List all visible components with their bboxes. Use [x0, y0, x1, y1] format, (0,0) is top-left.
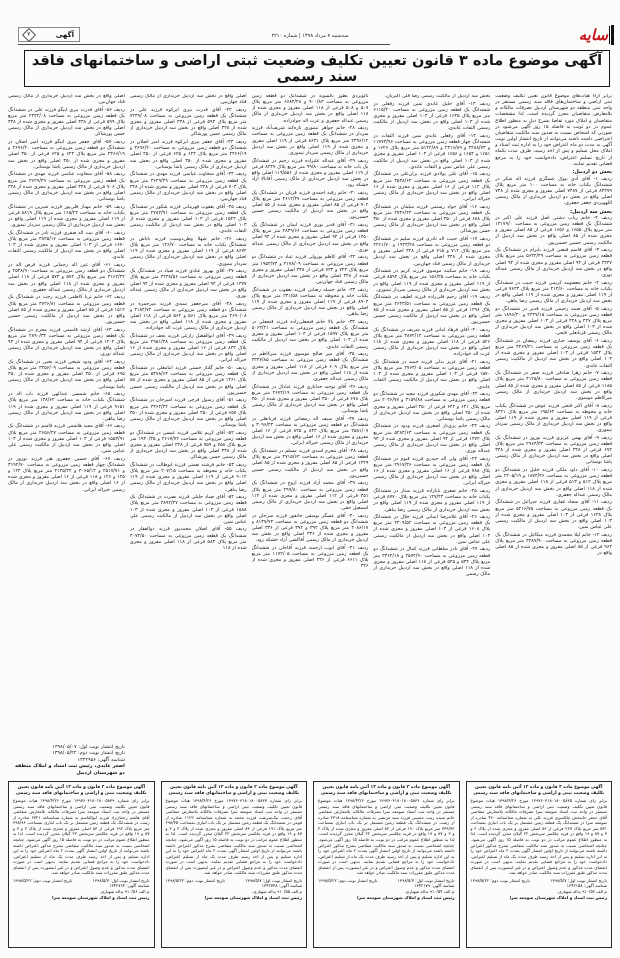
notice-row: ردیف ۹- آقای بهمن عزیزی فرزند نوروز در ششدانگ یک قطعه زمین مزروعی به مساحت ۲۹۶۴/۳۳ متر مربع پلاک ۶۷۲ فرعی از ۳۴۸ اصلی مفروز و مجزی شده از ۳۴۸ اصلی واقع در بخش سه اردبیل خریداری از مالک رسمی پاشا بوستانی. [495, 435, 612, 466]
notice-row: ردیف ۴۸- آقای میرجعفر سیدی فرزند میرحمزه در ششدانگ دو قطعه زمین مزروعی به مساحت ۳۱۸۴/۷۲ و ۲۶۹۰/۰۸ متر مربع پلاک ۵۶۱ و ۵۶۲ فرعی از ۱۱۸ اصلی مفروز و مجزی شده از ۱۱۸ اصلی واقع در بخش سه اردبیل خریداری از مالک رسمی عزت اله جوادزاده. [129, 301, 247, 332]
notice-row: ردیف ۴۴- آقای سخاوت عباسی فرزند مهدی در ششدانگ یک قطعه زمین مزروعی به مساحت ۳۶۲۹/۴۹ متر مربع پلاک ۷۰۳ فرعی از ۳۴۸ اصلی مفروز و مجزی شده از ۳۴۸ اصلی واقع در بخش سه اردبیل خریداری از مالک رسمی قناد جهان‌بین. [129, 172, 247, 202]
notice-row: ردیف ۵۸- آقای سخاوت عباسی فرزند مهدی در ششدانگ یک قطعه زمین مزروعی به مساحت ۳۶۲۹/۴۹ متر مربع پلاک ۷۰۶ فرعی از ۳۴۸ اصلی مفروز و مجزی شده از ۳۴۸ اصلی واقع در بخش سه اردبیل خریداری از مالک رسمی پاشا بوستانی. [8, 172, 125, 202]
column-flow [8, 94, 125, 743]
bottom-notice-boxes [8, 781, 612, 948]
notice-row: ردیف ۴۱- آقای ایوب ارجمند فرزند آقاجان در ششدانگ یک قطعه زمین مزروعی به مساحت ۱۱۷۲/۰۵ متر مربع پلاک ۶۶۱۱ فرعی از ۳۳۶ اصلی مفروز و مجزی شده از ۳۳۶ [251, 545, 369, 570]
notice-row: اصلی واقع در بخش سه اردبیل خریداری از مالک رسمی قناد جهان‌بین. [129, 94, 247, 106]
page-number: ۷ [27, 30, 31, 38]
notice-row: ردیف ۵۳- خانم فرشته نعمتی فرزند ابوطالب در ششدانگ یکباب خانه و محوطه به مساحت ۲۰۷/۱۵ متر مربع پلاک ۹۰۱۴ فرعی از ۱۱۹ اصلی مفروز و مجزی شده از ۱۱۹ اصلی واقع در بخش سه اردبیل خریداری از مالک رسمی رضا پناهی. [129, 462, 247, 493]
notice-row: ردیف ۲۶- آقای غلامرضا ایمانی فرزند جلال در ششدانگ یک قطعه زمین مزروعی به مساحت ۴۴۰۹/۵۲ متر مربع پلاک ۱۶۰۸ فرعی از ۱۰۳ اصلی مفروز و مجزی شده از ۱۰۳ اصلی واقع در بخش سه اردبیل از مالکیت رسمی علی عباس نمین. [373, 515, 491, 545]
ad-id: شناسه آگهی: ۱۳۴۲۷۶۴ [109, 883, 150, 889]
notice-box-body: برابر رای شماره ۱۳۹۷۶۰۳۱۸۰۱۸۰۰۵۸۳۵ مورخ ۱۳۹۸/۴/۲۶ هیات موضوع قانون تعیین تکلیف وضعیت ثبتی اراضی و ساختمانهای فاقد سند رسمی مستقر در واحد ثبت اسناد صومعه سرا تصرفات مالکانه بلامعارض متقاضی آقای جعفر جانبخش چلکسری فرزند علی به شماره شناسنامه ۴۶۰ صادره از صومعه سرا در ششدانگ یک قطعه زمین مشتمل بر یک باب انباری بمساحت ۵۳۱ متر مربع پلاک ۲۶۷ فرعی از ۸۳ اصلی مفروز و مجزی شده از پلاک ۲ و ۳ و ۸۷ و ۱۹ واقع در قریه چلکسر سربخش ۲۲ گیلان محرز گردیده است. لذا به منظور اطلاع عموم مراتب در دو نوبت به فاصله ۱۵ روز آگهی می‌شود. چنانچه اشخاصی نسبت به صدور سند مالکیت متقاضی بشرح مذکور اعتراض داشته باشند می‌توانند از تاریخ اولین انتشار آگهی بمدت ۲ ماه اعتراض خود را به این اداره تسلیم و پس از اخذ رسید ظرف مدت یک ماه از تسلیم اعتراض، دادخواست خود را به مراجع قضایی تقدیم نمایند. بدیهی است در صورت انقضای مدت مذکور و عدم وصول اعتراض و در غیر اینصورت پس از انقضای مدت مذکور طبق مقررات سند مالکیت صادر خواهد شد. [470, 798, 607, 876]
second-publication-date: تاریخ انتشار نوبت دوم: ۱۳۹۸/۵/۲۲ [165, 877, 225, 883]
section-heading: بخش سه اردبیل: [570, 208, 612, 215]
notice-row: ردیف ۳۲- آقای کاظم پورولی فرزند عباد در ششدانگ دو قطعه زمین مزروعی به مساحت ۴۱۷۸/۰۹ و ۱۹۵۳/۷۴ متر مربع پلاک ۷۳۲ و ۷۳۳ فرعی از ۳۴۸ اصلی مفروز و مجزی شده از ۳۴۸ اصلی واقع در بخش سه اردبیل خریداری از مالک رسمی قناد جهان‌بین. [251, 255, 369, 286]
notice-row: ردیف ۳- آقای قاسم فیضی فرزند بایرام در ششدانگ یک قطعه زمین مزروعی به مساحت ۵۶۳۲/۴۹ متر مربع پلاک ۲۳۴۷ فرعی از ۹۴ اصلی مفروز و مجزی شده از ۹۴ اصلی واقع در بخش سه اردبیل خریداری از مالک رسمی عبداله نوری. [495, 248, 612, 278]
notice-row: ردیف ۴۳- آقای جعفر بیری ایرکوه فرزند امیر اصلان در ششدانگ دو قطعه زمین مزروعی به مساحت ۳۶۹۶/۲۰ و ۲۴۶۶/۱۹ متر مربع پلاک ۶۲۴ و ۶۲۵ فرعی از ۳۵۰ اصلی مفروز و مجزی شده از ۳۵۰ اصلی واقع در بخش سه اردبیل خریداری از مالک رسمی پاشا بوستانی. [129, 140, 247, 170]
malf-line: م الف ۹۱۰/۵۵ یداله شهبازی. [251, 889, 302, 895]
column-flow [495, 94, 612, 776]
malf-line: م الف ۹۱۰/۵۲ یداله شهبازی. [556, 889, 607, 895]
notice-row: بخش سه اردبیل از مالکیت رسمی رضا قلی اکبریان. [384, 94, 491, 99]
notice-row: ردیف ۲۹- آقای عبداله علیزاده فرزند رحیم در ششدانگ یک باب خانه به مساحت ۹۹/۸۰ متر مربع پلاک ۸۲۳۷ فرعی از ۱۱۹ اصلی مفروز و مجزی شده از ۱۱۹/۵۵۶ اصلی واقع در بخش سه اردبیل خریداری از مالک رسمی آقابالا آزاد خشکه رود. [251, 158, 369, 189]
notice-row: ردیف ۱۳- آقای جلیل عابدی نمین فرزند رفعلی در ششدانگ یک قطعه زمین مزروعی به مساحت ۶۱۱۵/۴۰ متر مربع پلاک ۱۶۴۵ فرعی از ۱۰۳ اصلی مفروز و مجزی شده از ۱۰۳ اصلی واقع در بخش سه اردبیل از مالکیت رسمی التفات عابدی. [373, 101, 491, 132]
notice-row: ردیف ۴۰- آقای عسگر یوسفی جانقور فرزند سرخان در ششدانگ دو قطعه زمین مزروعی به مساحت ۸۱۳۷/۷۴ و ۲۰۸۶/۱۷ متر مربع پلاک ۳۹۲ و ۳۹۴ فرعی از ۳۳۶ اصلی مفروز و مجزی شده از ۳۳۶ اصلی واقع در بخش سه اردبیل خریداری از مالک رسمی آقاکشی آزاد خشکه رود. [251, 513, 369, 544]
notice-box-body: برابر رای شماره ۱۳۹۷۶۰۳۱۸۰۱۸۰۰۵۸۳۷ مورخ ۱۳۹۸/۴/۲۶ هیات موضوع قانون تعیین تکلیف وضعیت ثبتی اراضی و ساختمانهای فاقد سند رسمی مستقر در واحد ثبت اسناد صومعه سرا تصرفات مالکانه بلامعارض متقاضی آقای رحمت نیک‌سرشت فرزند محمد به شماره شناسنامه ۱۱۲۳ صادره از فومن در ششدانگ یک قطعه زمین مشتمل بر یک باب انباری بمساحت ۲۹۸/۴۵ متر مربع پلاک ۱۹۱ فرعی از ۸۳ اصلی مفروز و مجزی شده از پلاک ۲ و ۳ و ۸۷ و ۱۹ واقع در قریه چلکسر سربخش ۲۲ گیلان محرز گردیده است. لذا به منظور اطلاع عموم مراتب در دو نوبت به فاصله ۱۵ روز آگهی می‌شود. چنانچه اشخاصی نسبت به صدور سند مالکیت متقاضی بشرح مذکور اعتراض داشته باشند می‌توانند از تاریخ اولین انتشار آگهی بمدت ۲ ماه اعتراض خود را به این اداره تسلیم و پس از اخذ رسید ظرف مدت یک ماه از تسلیم اعتراض، دادخواست خود را به مراجع قضایی تقدیم نمایند. بدیهی است در صورت انقضای مدت مذکور و عدم وصول اعتراض و در غیر اینصورت پس از انقضای مدت مذکور طبق مقررات سند مالکیت صادر خواهد شد. [165, 798, 302, 876]
notice-row: اصلی واقع در بخش سه اردبیل خریداری از مالک رسمی قناد جهان‌بین. [8, 94, 125, 106]
notice-row: ردیف ۱۶- آقای جواد رستمی فرزند سلمان در ششدانگ یک قطعه زمین مزروعی به مساحت ۲۷۳۶/۴۴ متر مربع پلاک ۶۸۸ فرعی از ۳۵۰ اصلی مفروز و مجزی شده از ۳۵۰ اصلی واقع در بخش سه اردبیل خریداری از مالک رسمی حسن پورشاکر. [373, 204, 491, 235]
notice-row: ردیف ۶۳- آقای ارشد قاسمی فرزند محرم در ششدانگ یک قطعه زمین مزروعی به مساحت ۲۸۹۰/۳۳ متر مربع پلاک ۱۴۰۲ فرعی از ۹۴ اصلی مفروز و مجزی شده از ۹۴ اصلی واقع در بخش سه اردبیل خریداری از مالک رسمی عبداله نوری. [8, 327, 125, 358]
notice-row: ردیف ۶۲- خانم ثریا کاظمی فرزند رجب در ششدانگ یک قطعه زمین مزروعی به مساحت ۴۷۲۶/۸۱ متر مربع پلاک ۱۵۱۲ فرعی از ۸۵ اصلی مفروز و مجزی شده از ۸۵ اصلی واقع در بخش سه اردبیل از مالکیت رسمی حسین حسین‌پور. [8, 295, 125, 325]
notice-row: ردیف ۴۷- آقای بهروز عبادی فرزند صیاد در ششدانگ یک قطعه زمین مزروعی به مساحت ۴۲۳۸/۵۶ متر مربع پلاک ۱۳۷۷ فرعی از ۹۴ اصلی مفروز و مجزی شده از ۹۴ اصلی واقع در بخش سه اردبیل خریداری از مالک رسمی عبداله نوری. [129, 269, 247, 299]
malf-line: م الف ۹۱۰/۵۶ یداله شهبازی. [99, 889, 150, 895]
notice-row: ردیف ۳۳- خانم جمیله رضایی فرزند یعقوب در ششدانگ یکباب خانه و محوطه به مساحت ۲۳۱/۵۸ متر مربع پلاک ۸۹۰۳ فرعی از ۱۱۹ اصلی مفروز و مجزی شده از ۱۱۹ اصلی واقع در بخش سه اردبیل خریداری از مالک رسمی رضا پناهی. [251, 287, 369, 318]
notice-box-footer [13, 878, 150, 900]
notice-box-footer [166, 878, 303, 900]
notice-row: ردیف ۱۵- آقای علی پولادی فرزند بران‌علی در ششدانگ یک قطعه زمین مزروعی به مساحت ۳۵۴۸/۶۲ متر مربع پلاک ۱۱۲ فرعی از ۱۶ اصلی مفروز و مجزی شده از ۱۶ اصلی واقع در بخش سه اردبیل خریداری از مالک رسمی خیراله ایرانی. [373, 172, 491, 202]
notice-row: ردیف ۱۰- آقای داود ملکی فرزند خلیل در ششدانگ دو قطعه زمین مزروعی به مساحت ۱۸۷۴/۲۶ و ۲۲۰۵/۱۹ متر مربع پلاک ۵۱۲ و ۵۱۳ فرعی از ۱۱۸ اصلی مفروز و مجزی شده از ۱۱۸ اصلی واقع در بخش سه اردبیل خریداری از مالک رسمی عبداله جعفری. [495, 468, 612, 498]
notice-row: ردیف ۲۷- آقای نادر سلطانی فرزند کمال در ششدانگ دو قطعه زمین مزروعی به مساحت ۲۵۷۴/۹۰ و ۳۳۶۲/۱۸ متر مربع پلاک ۵۴۴ و ۵۴۵ فرعی از ۱۱۸ اصلی مفروز و مجزی شده از ۱۱۸ اصلی واقع در بخش سه اردبیل خریداری از مالک رسمی [373, 547, 491, 578]
notice-box-2 [313, 781, 460, 948]
notice-box-body: برابر رای شماره ۱۳۹۷۶۰۳۱۸۰۱۸۰۰۵۸۳۶ مورخ ۱۳۹۸/۴/۲۶ هیات موضوع قانون تعیین تکلیف وضعیت ثبتی اراضی و ساختمانهای فاقد سند رسمی مستقر در واحد ثبت اسناد صومعه سرا تصرفات مالکانه بلامعارض متقاضی خانم سیده زینب حسینی فرزند سید مرتضی به شماره شناسنامه ۲۳۱۸ صادره از رشت در ششدانگ یک قطعه زمین مشتمل بر یک باب انباری بمساحت ۳۳۹/۷۲ متر مربع پلاک ۱۹۰ فرعی از ۸۳ اصلی مفروز و مجزی شده از پلاک ۲ و ۳ و ۸۷ و ۱۹ واقع در قریه چلکسر سربخش ۲۲ گیلان محرز گردیده است. لذا به منظور اطلاع عموم مراتب در دو نوبت به فاصله ۱۵ روز آگهی می‌شود. چنانچه اشخاصی نسبت به صدور سند مالکیت متقاضی بشرح مذکور اعتراض داشته باشند می‌توانند از تاریخ اولین انتشار آگهی بمدت ۲ ماه اعتراض خود را به این اداره تسلیم و پس از اخذ رسید ظرف مدت یک ماه از تسلیم اعتراض، دادخواست خود را به مراجع قضایی تقدیم نمایند. بدیهی است در صورت انقضای مدت مذکور و عدم وصول اعتراض و در غیر اینصورت پس از انقضای مدت مذکور طبق مقررات سند مالکیت صادر خواهد شد. [318, 798, 455, 876]
notice-row: ردیف ۴۶- خانم شهلا وطن‌دوست فرزند باباش در ششدانگ یکباب خانه به مساحت ۱۴۶/۷۰ متر مربع پلاک ۸۶۷۲ فرعی از ۱۱۹ اصلی مفروز و مجزی شده از ۱۱۹ اصلی واقع در بخش سه اردبیل خریداری از مالک رسمی سردار تیموری. [129, 236, 247, 267]
ad-id: شناسه آگهی: ۱۳۴۲۱۷۹ [414, 883, 455, 889]
notice-row: ردیف ۳۹- آقای محمد آزاد فرزند اروج در ششدانگ یک قطعه زمین مزروعی به مساحت ۲۹۹/۸۰ متر مربع پلاک ۳۵۱ فرعی از ۱۱۲ اصلی مفروز و مجزی شده از ۱۱۲ اصلی واقع در بخش سه اردبیل خریداری از مالک رسمی اسمعیل حقی. [251, 481, 369, 511]
notice-box-body: برابر رای شماره ۱۳۹۷۶۰۳۱۸۰۱۸۰۰۵۸۳۹ مورخ ۱۳۹۸/۴/۲۶ هیات موضوع قانون تعیین تکلیف وضعیت ثبتی اراضی و ساختمانهای فاقد سند رسمی مستقر در واحد ثبت اسناد صومعه سرا تصرفات مالکانه بلامعارض متقاضی آقای هاشم رحمان‌زاد فرزند ابوالقاسم به شماره شناسنامه ۶۷۲۱ صادره از رشت در ششدانگ یک قطعه زمین مشتمل بر یک باب انباری بمساحت ۳۹۸/۹۶ متر مربع پلاک ۱۹۲ فرعی از ۸۳ اصلی مفروز و مجزی شده از پلاک ۲ و ۳ و ۸۷ و ۱۹ واقع در قریه چلکسر سربخش ۲۲ گیلان محرز گردیده است. لذا به منظور اطلاع عموم مراتب در دو نوبت به فاصله ۱۵ روز آگهی می‌شود. چنانچه اشخاصی نسبت به صدور سند مالکیت متقاضی بشرح مذکور اعتراض داشته باشند می‌توانند از تاریخ اولین انتشار آگهی بمدت ۲ ماه اعتراض خود را به این اداره تسلیم و پس از اخذ رسید ظرف مدت یک ماه از تسلیم اعتراض، دادخواست خود را به مراجع قضایی تقدیم نمایند. بدیهی است در صورت انقضای مدت مذکور و عدم وصول اعتراض و در غیر اینصورت پس از انقضای مدت مذکور طبق مقررات سند مالکیت صادر خواهد شد. [13, 798, 150, 876]
notice-row: ردیف ۴۲- آقای قدرت بیری ایرکوه فرزند علی در ششدانگ یک قطعه زمین مزروعی به مساحت ۷۴۴۹/۰۸ متر مربع پلاک ۵۹۴ فرعی از ۳۴۸ اصلی مفروز و مجزی شده از ۳۴۸ اصلی واقع در بخش سه اردبیل خریداری از مالک رسمی حسن پورشاکر. [129, 107, 247, 138]
text-column-1 [495, 94, 612, 776]
text-column-2 [373, 94, 490, 776]
notice-box-title: آگهی موضوع ماده ۳ قانون و ماده ۱۳ آئین نامه قانون تعیین تکلیف وضعیت ثبتی و اراضی و ساختمانهای فاقد سند رسمی [15, 785, 147, 796]
notice-row: ردیف ۶۶- آقای مجید هاشمی فرزند قاسم در ششدانگ یک قطعه زمین مزروعی به مساحت ۲۶۵۶/۲۷ متر مربع پلاک ۱۵۵۳/۹۱ فرعی از ۱۰۳ اصلی مفروز و مجزی شده از ۱۰۳ اصلی واقع در بخش سه اردبیل از مالکیت رسمی علی عباس نمین. [8, 424, 125, 455]
registrar-signature: رئیس ثبت اسناد و املاک شهرستان صومعه سرا [52, 894, 150, 900]
notice-box-4 [8, 781, 155, 948]
notice-box-footer [318, 878, 455, 900]
second-publication-date: تاریخ انتشار نوبت دوم: ۱۳۹۸/۵/۲۲ [13, 877, 73, 883]
notice-row: ردیف ۶۱- آقای عین اله رحمانی فرزند فرض اله در ششدانگ دو قطعه زمین مزروعی به مساحت ۲۵۳۸/۹۰ و ۳۱۶۲/۴۴ متر مربع پلاک ۵۷۲ و ۵۷۳ فرعی از ۱۱۸ اصلی مفروز و مجزی شده از ۱۱۸ اصلی واقع در بخش سه اردبیل خریداری از مالک رسمی عبداله جعفری. [8, 263, 125, 293]
second-publication-date: تاریخ انتشار نوبت دوم: ۱۳۹۸/۵/۲۲ [318, 877, 378, 883]
signature-line: تاریخ انتشار نوبت دوم: ۱۳۹۸/۰۵/۲۲ [52, 750, 125, 757]
notice-row: ردیف ۲۳- خانم پری‌ناز اصغری فرزند ودود در ششدانگ یک قطعه زمین مزروعی به مساحت ۵۲۸۴/۶۳ متر مربع پلاک ۱۴۷۲ فرعی از ۹۴ اصلی مفروز و مجزی شده از ۹۴ اصلی واقع در بخش سه اردبیل خریداری از مالک رسمی عبداله نوری. [373, 424, 491, 455]
signature-line: تاریخ انتشار نوبت اول: ۱۳۹۸/۰۵/۰۷ [52, 743, 125, 750]
dateline: سه‌شنبه ۷ مرداد ۱۳۹۸ | شماره ۲۲۱۰ [271, 33, 349, 39]
notice-row: ردیف ۱۲- خانم لیلا محمدی فرزند میکائیل در ششدانگ یک قطعه زمین مزروعی به مساحت ۳۴۸۷/۹۰ متر مربع پلاک ۹۶۴ فرعی از ۸۵ اصلی مفروز و مجزی شده از ۸۵ اصلی واقع در [495, 532, 612, 557]
page-title: آگهی موضوع ماده ۳ قانون تعیین تکلیف وضعیت ثبتی اراضی و ساختمانهای فاقد سند رسمی [31, 52, 603, 85]
notice-row: ردیف ۲۰- آقای فرهاد امانی فرزند شریف در ششدانگ یک قطعه زمین مزروعی به مساحت ۳۸۷۲/۱۴ متر مربع پلاک ۵۲۶ فرعی از ۱۱۸ اصلی مفروز و مجزی شده از ۱۱۸ اصلی واقع در بخش سه اردبیل خریداری از مالک رسمی عزت اله جوادزاده. [373, 327, 491, 358]
notice-row: ردیف ۳۰- خانم رقیه احمدی فرزند قربان در ششدانگ یک قطعه زمین مزروعی به مساحت ۳۶۱۲/۴۷ متر مربع پلاک ۹۰۲ فرعی از ۸۵ اصلی مفروز و مجزی شده از ۸۵ اصلی واقع در بخش سه اردبیل از مالکیت رسمی حسین حسین‌پور. [251, 190, 369, 221]
section-heading: بخش دو اردبیل: [572, 169, 612, 176]
notice-row: ردیف ۴۹- آقای ابوالفضل زارعی فرزند نجف در ششدانگ یک قطعه زمین مزروعی به مساحت ۲۹۵۱/۳۸ متر مربع پلاک ۸۴۲ فرعی از ۱۶ اصلی مفروز و مجزی شده از ۱۶ اصلی واقع در بخش سه اردبیل خریداری از مالک رسمی خیراله ایرانی. [129, 333, 247, 364]
notice-row: برابر آراء هیات‌های موضوع قانون تعیین تکلیف وضعیت ثبتی اراضی و ساختمان‌های فاقد سند رسمی مستقر در واحد ثبتی منطقه دو شهرستان اردبیل تصرفات مالکانه و بلامعارض متقاضیان محرز گردیده است. لذا مشخصات متقاضیان و املاک مورد تقاضا بشرح ذیل به منظور اطلاع عموم در دو نوبت به فاصله ۱۵ روز آگهی می‌شود در صورتی که اشخاص نسبت به صدور سند مالکیت متقاضیان اعتراضی داشته باشند می‌توانند از تاریخ انتشار اولین نوبت آگهی به مدت دو ماه اعتراض خود را به اداره ثبت اسناد و املاک محل تسلیم و پس از اخذ رسید، ظرف مدت یکماه از تاریخ تسلیم اعتراض، دادخواست خود را به مرجع قضایی تقدیم نمایند. [495, 94, 612, 167]
notice-row: ردیف ۲- خانم رباب دشتی اصل فرزند علی اکبر در ششدانگ یک قطعه زمین مزروعی به مساحت ۱۳۱۷۹/۰ متر مربع پلاک ۱۶۵۵ و ۱۶۵۶ فرعی از ۸۵ اصلی مفروز و مجزی شده از ۸۵ اصلی واقع در بخش سه اردبیل از مالکیت رسمی حسین حسین‌پور. [495, 215, 612, 246]
notice-row: ردیف ۴۵- آقای یعقوب قهرمانی فرزند شکور در ششدانگ یک قطعه زمین مزروعی به مساحت ۲۷۸۳/۹۱ متر مربع پلاک ۱۵۲۴ فرعی از ۱۰۳ اصلی مفروز و مجزی شده از ۱۰۳ اصلی واقع در بخش سه اردبیل از مالکیت رسمی التفات عابدی. [129, 204, 247, 235]
notice-row: ردیف ۲۴- آقای ولی اله حیدری فرزند قیوم در ششدانگ یک قطعه زمین مزروعی به مساحت ۲۹۱۷/۳۶ متر مربع پلاک ۷۸۸ فرعی از ۱۶ اصلی مفروز و مجزی شده از ۱۶ اصلی واقع در بخش سه اردبیل خریداری از مالک رسمی خیراله ایرانی. [373, 456, 491, 487]
notice-row: ردیف ۳۴- خانم بالا خانم فتحعلی‌زاده فرزند فتحعلی در ششدانگ یک قطعه زمین مزروعی به مساحت ۵۰۶۳/۲۱ متر مربع پلاک ۱۵۹۷ فرعی از ۱۰۳ اصلی مفروز و مجزی شده از ۱۰۳ اصلی واقع در بخش سه اردبیل از مالکیت رسمی التفات عابدی. [251, 319, 369, 350]
notice-row: ردیف ۱۹- آقای رحیم قلی‌زاده فرزند لطیف در ششدانگ یک قطعه زمین مزروعی به مساحت ۴۶۲۳/۵۱ متر مربع پلاک ۱۲۹۶ فرعی از ۸۵ اصلی مفروز و مجزی شده از ۸۵ اصلی واقع در بخش سه اردبیل از مالکیت رسمی حسین حسین‌پور. [373, 295, 491, 325]
notice-row: ردیف ۶۵- خانم شمسی عبدالهی فرزند باب اله در ششدانگ یکباب خانه به مساحت ۱۳۸/۶۲ متر مربع پلاک ۹۱۵۱ فرعی از ۱۱۹ اصلی مفروز و مجزی شده از ۱۱۹ اصلی واقع در بخش سه اردبیل خریداری از مالک رسمی رضا پناهی. [8, 392, 125, 422]
notice-row: ردیف ۱۷- آقای حبیب اله نادری فرزند سلیم در ششدانگ دو قطعه زمین مزروعی به مساحت ۱۹۴۳/۲۸ و ۲۲۶۱/۷۰ متر مربع پلاک ۷۱۴ و ۷۱۵ فرعی از ۳۴۸ اصلی مفروز و مجزی شده از ۳۴۸ اصلی واقع در بخش سه اردبیل خریداری از مالک رسمی قناد جهان‌بین. [373, 236, 491, 267]
first-publication-date: تاریخ انتشار نوبت اول: ۱۳۹۸/۵/۷ [550, 877, 607, 883]
registrar-signature: اصغر عابدی، رئیس ثبت اسناد و املاک منطقه دو شهرستان اردبیل [14, 763, 125, 776]
notice-row: ردیف ۱- آقای آدی بیوک عسگری فرزند اله شکر در ششدانگ یکباب خانه به مساحت ۱۰۰ متر مربع پلاک ۸۳۳۷۹ فرعی از ۷۴۸۷ اصلی مفروز و مجزی شده از ۷۴۸ اصلی واقع در بخش دو اردبیل خریداری از مالک رسمی اللهویردی جعفر جعفری. [495, 176, 612, 207]
notice-row: ردیف ۵۲- آقای کریم غلامی فرزند عیسی در ششدانگ دو قطعه زمین مزروعی به مساحت ۲۶۱۷/۷۲ و ۱۹۴۰/۳۵ متر مربع پلاک ۷۵۸ و ۷۵۹ فرعی از ۳۴۸ اصلی مفروز و مجزی شده از ۳۴۸ اصلی واقع در بخش سه اردبیل خریداری از مالک رسمی حسن پورشاکر. [129, 430, 247, 461]
notice-row: ردیف ۱۸- خانم سکینه موسوی فرزند کریم در ششدانگ یکباب خانه به مساحت ۱۵۶/۳۵ متر مربع پلاک ۸۵۹۴ فرعی از ۱۱۹ اصلی مفروز و مجزی شده از ۱۱۹ اصلی واقع در بخش سه اردبیل خریداری از مالک رسمی سردار تیموری. [373, 269, 491, 293]
notice-row: ردیف ۱۴- آقای رفعلی عابدی نمین فرزند التفات در ششدانگ چهار قطعه زمین مزروعی به مساحت ۱۱۷۷۳/۹۶ و ۴۴۸۸/۷۳ و ۲۴۱۶/۸۹ و ۵۱۴۲/۸۹ متر مربع پلاک ۱۶۲۶ و ۱۶۵۱ و ۱۶۵۴ و ۱۶۵۶ فرعی از ۱۰۳ اصلی مفروز و مجزی شده از ۱۰۳ اصلی واقع در بخش سه اردبیل از مالکیت رسمی علی عباس نمین و التفات عابدی. [373, 133, 491, 170]
notice-row: ردیف ۱۱- آقای سجاد غفاری فرزند جبرائیل در ششدانگ یک قطعه زمین مزروعی به مساحت ۵۲۱۶/۷۵ متر مربع پلاک ۱۶۳۸ فرعی از ۱۰۳ اصلی مفروز و مجزی شده از ۱۰۳ اصلی واقع در بخش سه اردبیل از مالکیت رسمی علی عباس نمین. [495, 500, 612, 530]
notice-row: ردیف ۴- خانم معصومه کریمی فرزند حبیب در ششدانگ یکباب خانه به مساحت ۲۱۴/۶۰ متر مربع پلاک ۷۶۲۳ فرعی از ۱۱۹ اصلی مفروز و مجزی شده از ۱۱۹ اصلی واقع در بخش سه اردبیل خریداری از مالک رسمی رضا پناهی. [495, 280, 612, 304]
notice-box-1 [466, 781, 613, 948]
notice-row: ردیف ۷- خانم زهرا صادقی فرزند صفر در ششدانگ یک قطعه زمین مزروعی به مساحت ۴۱۲۵/۸۰ متر مربع پلاک ۱۱۸۵ فرعی از ۸۵ اصلی مفروز و مجزی شده از ۸۵ اصلی واقع در بخش سه اردبیل خریداری از مالک رسمی میرکاظم موسوی. [495, 371, 612, 401]
notice-box-title: آگهی موضوع ماده ۳ قانون و ماده ۱۳ آئین نامه قانون تعیین تکلیف وضعیت ثبتی و اراضی و ساختمانهای فاقد سند رسمی [320, 785, 452, 796]
notice-row: ردیف ۵۴- آقای صیاد جلیلی فرزند نصرت در ششدانگ یک قطعه زمین مزروعی به مساحت ۴۸۹۲/۲۷ متر مربع پلاک ۱۵۸۸ فرعی از ۱۰۳ اصلی مفروز و مجزی شده از ۱۰۳ اصلی واقع در بخش سه اردبیل از مالکیت رسمی علی عباس نمین. [129, 495, 247, 525]
notice-row: ردیف ۳۷- آقای سیف اله رمضانی فرزند قربانعلی در ششدانگ دو قطعه زمین مزروعی به مساحت ۳۰۹۶/۴۴ و ۲۵۸۱/۰۷ متر مربع پلاک ۸۲۴ و ۸۲۵ فرعی از ۱۶ اصلی مفروز و مجزی شده از ۱۶ اصلی واقع در بخش سه اردبیل خریداری از مالک رسمی خیراله ایرانی. [251, 416, 369, 447]
text-column-4 [130, 94, 247, 776]
logo-text: سایه [578, 26, 608, 44]
notice-row: ردیف ۲۱- آقای عزیز بدلی فرزند حمید در ششدانگ یک قطعه زمین مزروعی به مساحت ۲۷۶۴/۰۵ متر مربع پلاک ۱۵۷۰ فرعی از ۱۰۳ اصلی مفروز و مجزی شده از ۱۰۳ اصلی واقع در بخش سه اردبیل از مالکیت رسمی التفات عابدی. [373, 359, 491, 390]
notice-row: ردیف ۵۶- آقای قدرت بیری ایبگو فرزند علی در ششدانگ یک قطعه زمین مزروعی به مساحت ۲۴۴۲/۰۸ متر مربع پلاک ۵۹۹ فرعی از ۳۴۸ اصلی مفروز و مجزی شده از ۳۴۸ اصلی واقع در بخش سه اردبیل خریداری از مالک رسمی حسن پورشاکر. [8, 107, 125, 138]
header-divider [18, 44, 390, 45]
page-label-text: آگهی [55, 30, 74, 39]
notice-box-title: آگهی موضوع ماده ۳ قانون و ماده ۱۳ آئین نامه قانون تعیین تکلیف وضعیت ثبتی و اراضی و ساختمانهای فاقد سند رسمی [168, 785, 300, 796]
notice-box-3 [161, 781, 308, 948]
notice-row: ردیف ۵۵- آقای اصلان محمدپور فرزند ذوالفقار در ششدانگ یک قطعه زمین مزروعی به مساحت ۳۰۷۴/۵۰ متر مربع پلاک ۵۸۳ فرعی از ۱۱۸ اصلی مفروز و مجزی شده از ۱۱۸ [129, 527, 247, 551]
notice-row: ردیف ۳۵- آقای میر صالح موسوی فرزند میرکاظم در ششدانگ یک قطعه زمین مزروعی به مساحت ۳۳۴۷/۸۵ متر مربع پلاک ۶۰۹ فرعی از ۱۱۸ اصلی مفروز و مجزی شده از ۱۱۸ اصلی واقع در بخش سه اردبیل خریداری از مالک رسمی عبداله جعفری. [251, 352, 369, 382]
notice-row: ردیف ۵۹- خانم مهناز قلی‌پور فرزند شیرین در ششدانگ یکباب خانه به مساحت ۱۶۵/۲۴ متر مربع پلاک ۸۸۱۹ فرعی از ۱۱۹ اصلی مفروز و مجزی شده از ۱۱۹ اصلی واقع در بخش سه اردبیل خریداری از مالک رسمی سردار تیموری. [8, 204, 125, 229]
malf-line: م الف ۹۱۰/۵۴ یداله شهبازی. [404, 889, 455, 895]
notice-row: ردیف ۳۶- آقای توحید خدایاری فرزند عبادال در ششدانگ یک قطعه زمین مزروعی به مساحت ۲۶۷۴/۱۹ متر مربع پلاک ۶۷۸ فرعی از ۳۵۰ اصلی مفروز و مجزی شده از ۳۵۰ اصلی واقع در بخش سه اردبیل خریداری از مالک رسمی پاشا بوستانی. [251, 384, 369, 415]
notice-row: ردیف ۵۷- آقای جعفر بیری ایبگو فرزند امیر اصلان در ششدانگ دو قطعه زمین مزروعی به مساحت ۳۶۹۶/۲۰ و ۲۴۶۶/۱۹ متر مربع پلاک ۶۲۴ و ۶۲۵ فرعی از ۳۵۰ اصلی مفروز و مجزی شده از ۳۵۰ اصلی واقع در بخش سه اردبیل خریداری از مالک رسمی پاشا بوستانی. [8, 140, 125, 170]
notice-row: ردیف ۳۱- آقای قدیر نوری فرزند ایمان در ششدانگ یک قطعه زمین مزروعی به مساحت ۲۸۳۹/۶۶ متر مربع پلاک ۱۳۵۰ فرعی از ۹۴ اصلی مفروز و مجزی شده از ۹۴ اصلی واقع در بخش سه اردبیل خریداری از مالک رسمی عبداله نوری. [251, 223, 369, 253]
notice-row: ردیف ۵۱- آقای رسول فرجی فرزند امیرخان در ششدانگ یک قطعه زمین مزروعی به مساحت ۳۳۶۲/۴۴ متر مربع پلاک ۶۵۷ فرعی از ۳۵۰ اصلی مفروز و مجزی شده از ۳۵۰ اصلی واقع در بخش سه اردبیل خریداری از مالک رسمی پاشا بوستانی. [129, 398, 247, 428]
registrar-signature: رئیس ثبت اسناد و املاک شهرستان صومعه سرا [357, 894, 455, 900]
newspaper-logo [579, 24, 614, 46]
main-columns [8, 94, 612, 776]
publication-signature [8, 743, 125, 776]
notice-row: ردیف ۵- آقای صمد رحیمی فرزند قدیر در ششدانگ دو قطعه زمین مزروعی به مساحت ۲۴۳۷/۱۵ و ۱۸۹۶/۴۰ متر مربع پلاک ۴۲۷ و ۴۲۸ فرعی از ۱۰۳ اصلی مفروز و مجزی شده از ۱۰۳ اصلی واقع در بخش سه اردبیل خریداری از مالک رسمی قربانعلی فتحی. [495, 306, 612, 337]
notice-row: ردیف ۲۸- خانم جواهر تیموری تازه‌کند شریف‌آباد فرزند سردار در ششدانگ یک قطعه زمین مزروعی به مساحت ۲۳۹۶/۱۲ متر مربع پلاک ۸۶۳۱ فرعی از ۱۱۹ اصلی مفروز و مجزی شده از ۱۱۹ اصلی واقع در بخش سه اردبیل خریداری از مالک رسمی سردار تیموری. [251, 126, 369, 156]
text-column-5 [8, 94, 125, 776]
signature-line: شناسه آگهی: ۱۳۴۲۹۵۶ [77, 756, 125, 763]
notice-row: ردیف ۶۷- آقای حسین جعفری هیر فرزند نوروز در ششدانگ چهار قطعه زمین مزروعی به مساحت ۳۱۹۲/۷۰ و ۲۵۱۷/۷۱ و ۳۰۶۵/۱۲ و ۲۱۴۵/۴۴ متر مربع پلاک ۱۲۴ و ۱۲۵ و ۱۲۶ و ۱۱۸ فرعی از ۱۶ اصلی مفروز و مجزی شده از ۱۶ اصلی واقع در بخش سه اردبیل خریداری از مالک رسمی خیراله ایرانی. [8, 456, 125, 493]
text-column-3 [252, 94, 369, 776]
notice-box-footer [471, 878, 608, 900]
notice-box-title: آگهی موضوع ماده ۳ قانون و ماده ۱۳ آئین نامه قانون تعیین تکلیف وضعیت ثبتی و اراضی و ساختمانهای فاقد سند رسمی [473, 785, 605, 796]
second-publication-date: تاریخ انتشار نوبت دوم: ۱۳۹۸/۵/۲۲ [470, 877, 530, 883]
first-publication-date: تاریخ انتشار نوبت اول: ۱۳۹۸/۵/۷ [397, 877, 455, 883]
notice-row: ردیف ۶۰- آقای بیت اله صفری فرزند نادر در ششدانگ یک قطعه زمین مزروعی به مساحت ۳۸۴۵/۱۶ متر مربع پلاک ۱۶۷۰ فرعی از ۱۰۳ اصلی مفروز و مجزی شده از ۱۰۳ اصلی واقع در بخش سه اردبیل از مالکیت رسمی التفات عابدی. [8, 230, 125, 261]
first-publication-date: تاریخ انتشار نوبت اول: ۱۳۹۸/۵/۷ [245, 877, 302, 883]
notice-row: ردیف ۶۴- آقای ودود شیخی فرزند یحیی در ششدانگ یک قطعه زمین مزروعی به مساحت ۳۴۵۶/۰۹ متر مربع پلاک ۶۹۵ فرعی از ۳۵۰ اصلی مفروز و مجزی شده از ۳۵۰ اصلی واقع در بخش سه اردبیل خریداری از مالک رسمی پاشا بوستانی. [8, 359, 125, 390]
ad-id: شناسه آگهی: ۱۳۴۲۷۴۸ [261, 883, 302, 889]
registrar-signature: رئیس ثبت اسناد و املاک شهرستان صومعه سرا [509, 894, 607, 900]
notice-title-box [24, 50, 610, 87]
notice-row: ردیف ۲۲- آقای مهدی شکوری فرزند مجید در ششدانگ دو قطعه زمین مزروعی به مساحت ۳۱۵۹/۸۸ و ۲۰۴۶/۷۷ متر مربع پلاک ۶۴۱ و ۶۴۲ فرعی از ۳۵۰ اصلی مفروز و مجزی شده از ۳۵۰ اصلی واقع در بخش سه اردبیل خریداری از مالک رسمی پاشا بوستانی. [373, 392, 491, 422]
notice-row: ردیف ۵۰- خانم گلناز حسنی فرزند امامعلی در ششدانگ یک قطعه زمین مزروعی به مساحت ۵۴۷۸/۶۳ متر مربع پلاک ۱۴۶۱ فرعی از ۸۵ اصلی مفروز و مجزی شده از ۸۵ اصلی واقع در بخش سه اردبیل از مالکیت رسمی حسین حسین‌پور. [129, 366, 247, 396]
notice-row: ردیف ۳۸- آقای محرم اسدی فرزند مسلم در ششدانگ یک قطعه زمین مزروعی به مساحت ۴۷۱۵/۶۳ متر مربع پلاک ۱۴۲۹ فرعی از ۸۵ اصلی مفروز و مجزی شده از ۸۵ اصلی واقع در بخش سه اردبیل از مالکیت رسمی حسین حسین‌پور. [251, 449, 369, 479]
column-flow [130, 94, 247, 776]
registrar-signature: رئیس ثبت اسناد و املاک شهرستان صومعه سرا [204, 894, 302, 900]
masthead-rule-icon [611, 25, 614, 45]
notice-row: ردیف ۶- آقای یوسف جباری فرزند رمضان در ششدانگ یک قطعه زمین مزروعی به مساحت ۳۲۶۹/۲۱ متر مربع پلاک ۱۵۴۲ فرعی از ۱۰۳ اصلی مفروز و مجزی شده از ۱۰۳ اصلی واقع در بخش سه اردبیل از مالکیت رسمی التفات عابدی. [495, 338, 612, 369]
notice-row: تالویردی بطور بالسویه در ششدانگ دو قطعه زمین مزروعی به مساحت ۹۰۰/۸۳ و ۶۶۸۴/۲۸ متر مربع پلاک ۵۰۷ و ۵۰۸ فرعی از ۱۱۸ اصلی مفروز و مجزی شده از ۱۱۸ اصلی واقع در بخش سه اردبیل خریداری از مالک رسمی عبداله جعفری و عزت اله جوادزاده. [251, 94, 369, 124]
column-flow [252, 94, 369, 776]
notice-row: ردیف ۲۵- خانم صغری بابازاده فرزند ستار در ششدانگ یکباب خانه به مساحت ۱۲۷/۴۴ متر مربع پلاک ۸۷۷۰ فرعی از ۱۱۹ اصلی مفروز و مجزی شده از ۱۱۹ اصلی واقع در بخش سه اردبیل خریداری از مالک رسمی رضا پناهی. [373, 489, 491, 513]
first-publication-date: تاریخ انتشار نوبت اول: ۱۳۹۸/۵/۷ [92, 877, 150, 883]
notice-row: ردیف ۸- آقای اکبر فتحی فرزند عوض در ششدانگ یکباب خانه و محوطه به مساحت ۱۹۵/۶۲ متر مربع پلاک ۸۴۲۱ فرعی از ۱۱۹ اصلی مفروز و مجزی شده از ۱۱۹ اصلی واقع در بخش سه اردبیل خریداری از مالک رسمی سردار تیموری. [495, 403, 612, 434]
column-flow [373, 94, 490, 776]
ad-id: شناسه آگهی: ۱۳۴۲۱۵۸ [566, 883, 607, 889]
